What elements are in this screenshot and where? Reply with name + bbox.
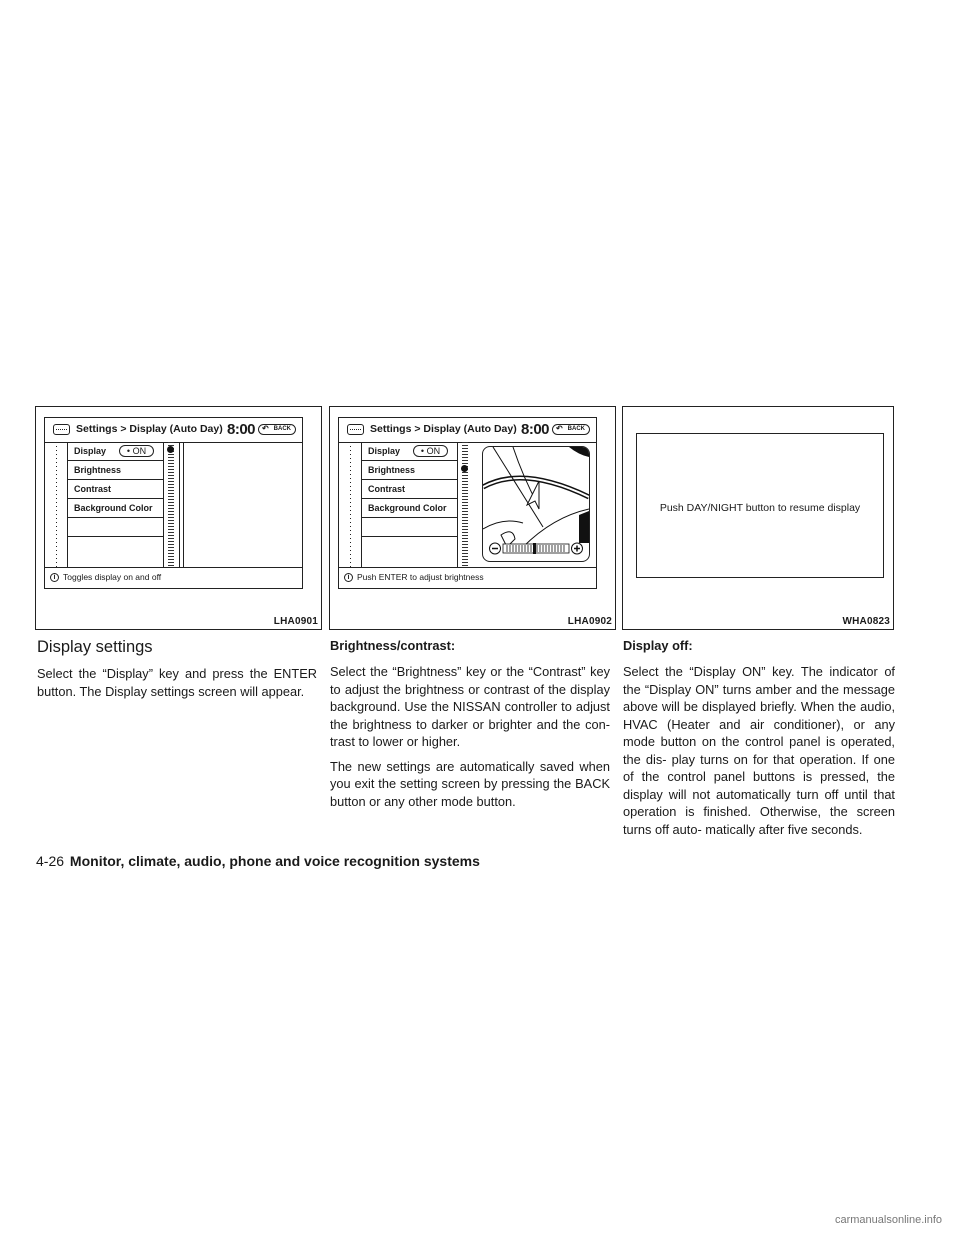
- watermark: carmanualsonline.info: [834, 1214, 942, 1226]
- column-display-off: [623, 637, 895, 845]
- clock: 8:00: [521, 421, 550, 438]
- info-icon: i: [50, 573, 59, 582]
- info-icon: i: [344, 573, 353, 582]
- page-number: 4-26: [36, 853, 65, 869]
- menu-item-background-color[interactable]: [361, 499, 457, 518]
- map-preview: [482, 446, 590, 562]
- figure-display-off: [622, 406, 894, 630]
- menu-item-background-color[interactable]: [67, 499, 163, 518]
- settings-menu: [45, 442, 163, 568]
- column-display-settings: [37, 637, 317, 707]
- header-title: Settings > Display (Auto Day): [370, 423, 517, 435]
- menu-item-brightness[interactable]: [67, 461, 163, 480]
- menu-rail: [45, 442, 68, 568]
- screen-footer: [45, 567, 302, 588]
- menu-item-empty: [361, 518, 457, 537]
- menu-item-contrast[interactable]: [67, 480, 163, 499]
- section-heading-brightness: Brightness/contrast:: [330, 638, 456, 653]
- paragraph: Select the “Brightness” key or the “Contrast” key to adjust the brightness or contrast of the display background. Use the NISSAN controller to adjust the brightness to darker or brighter and the con- trast to lower or higher.: [330, 664, 610, 749]
- menu-item-label: Display: [368, 446, 401, 456]
- brightness-screen: [338, 417, 597, 589]
- menu-item-label: Background Color: [368, 503, 447, 513]
- menu-item-label: Contrast: [368, 484, 406, 494]
- section-title: Monitor, climate, audio, phone and voice recognition systems: [69, 853, 480, 869]
- on-label: ON: [132, 446, 147, 456]
- page-footer: [36, 853, 480, 869]
- menu-item-empty: [67, 537, 163, 556]
- menu-item-display[interactable]: [67, 442, 163, 461]
- back-arrow-icon: ↶: [262, 424, 269, 433]
- menu-item-label: Contrast: [74, 484, 112, 494]
- footer-hint: Push ENTER to adjust brightness: [357, 572, 484, 582]
- on-label: ON: [426, 446, 441, 456]
- menu-item-brightness[interactable]: [361, 461, 457, 480]
- header-title: Settings > Display (Auto Day): [76, 423, 223, 435]
- section-heading-display-off: Display off:: [623, 638, 693, 653]
- display-on-toggle[interactable]: • ON: [119, 445, 154, 457]
- back-arrow-icon: ↶: [556, 424, 563, 433]
- scrollbar[interactable]: [457, 442, 473, 568]
- screen-header: [45, 418, 302, 443]
- footer-hint: Toggles display on and off: [63, 572, 162, 582]
- figure-code: LHA0901: [273, 616, 318, 627]
- menu-rail: [339, 442, 362, 568]
- menu-item-label: Display: [74, 446, 107, 456]
- paragraph: Select the “Display ON” key. The indicator of the “Display ON” turns amber and the message above will be displayed briefly. When the audio, HVAC (Heater and air conditioner), or any mode button on the control panel is operated, the dis- play turns on for that operation. If one of the control panel buttons is pressed, the display will not automatically turn off until that operation is finished. Otherwise, the screen turns off auto- matically after five seconds.: [623, 664, 895, 837]
- clock: 8:00: [227, 421, 256, 438]
- slider-graphic: [489, 542, 583, 555]
- paragraph: Select the “Display” key and press the ENTER button. The Display settings screen will appear.: [37, 666, 317, 699]
- scroll-indicator: [461, 465, 468, 472]
- section-heading-display-settings: Display settings: [37, 638, 153, 656]
- scroll-indicator: [167, 446, 174, 453]
- screen-footer: [339, 567, 596, 588]
- menu-item-display[interactable]: [361, 442, 457, 461]
- menu-item-contrast[interactable]: [361, 480, 457, 499]
- figure-code: LHA0902: [567, 616, 612, 627]
- paragraph: The new settings are automatically saved when you exit the setting screen by pressing the BACK button or any other mode button.: [330, 758, 610, 809]
- figure-display-settings: [35, 406, 322, 630]
- back-label: BACK: [273, 426, 291, 432]
- settings-menu: [339, 442, 457, 568]
- display-on-toggle[interactable]: • ON: [413, 445, 448, 457]
- figure-code: WHA0823: [842, 616, 890, 627]
- menu-item-empty: [361, 537, 457, 556]
- display-settings-screen: [44, 417, 303, 589]
- panel-divider: [179, 442, 184, 568]
- menu-item-label: Background Color: [74, 503, 153, 513]
- menu-icon: [53, 424, 70, 435]
- scrollbar[interactable]: [163, 442, 179, 568]
- back-button[interactable]: [258, 424, 296, 435]
- screen-header: [339, 418, 596, 443]
- resume-display-message: Push DAY/NIGHT button to resume display: [659, 502, 861, 514]
- display-off-screen: [636, 433, 884, 578]
- brightness-slider[interactable]: [489, 542, 583, 555]
- menu-icon: [347, 424, 364, 435]
- column-brightness-contrast: [330, 637, 610, 817]
- back-label: BACK: [567, 426, 585, 432]
- menu-item-label: Brightness: [368, 465, 416, 475]
- figure-brightness: [329, 406, 616, 630]
- back-button[interactable]: [552, 424, 590, 435]
- menu-item-label: Brightness: [74, 465, 122, 475]
- menu-item-empty: [67, 518, 163, 537]
